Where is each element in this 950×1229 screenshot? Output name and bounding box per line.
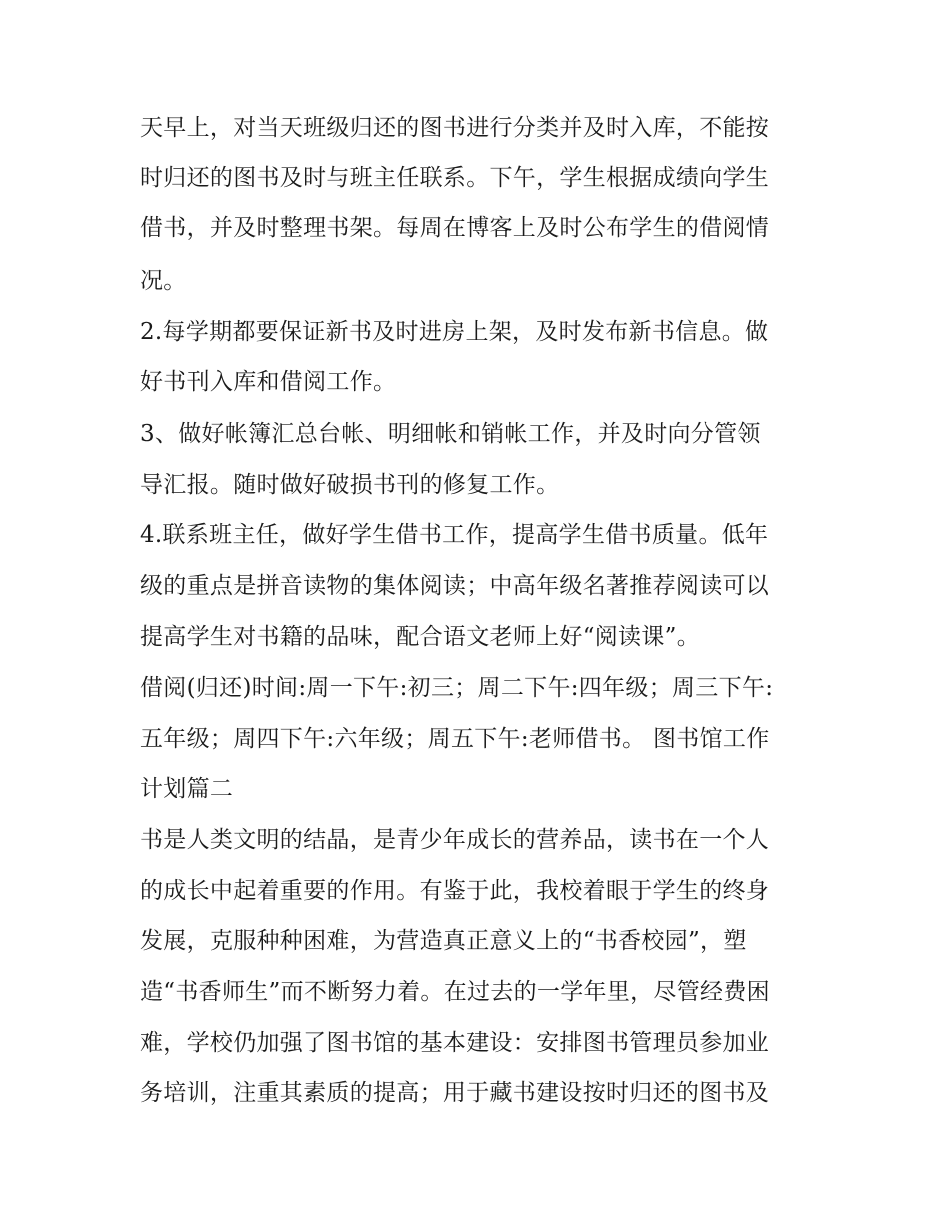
text-line: 务培训，注重其素质的提高；用于藏书建设按时归还的图书及 [140, 1080, 770, 1106]
text-line: 提高学生对书籍的品味，配合语文老师上好“阅读课”。 [140, 624, 701, 650]
text-line: 五年级；周四下午:六年级；周五下午:老师借书。 图书馆工作 [140, 726, 770, 752]
text-line: 发展，克服种种困难，为营造真正意义上的“书香校园”，塑 [140, 928, 747, 954]
text-line: 级的重点是拼音读物的集体阅读；中高年级名著推荐阅读可以 [140, 573, 770, 599]
text-line: 书是人类文明的结晶，是青少年成长的营养品，读书在一个人 [140, 827, 770, 853]
text-line: 的成长中起着重要的作用。有鉴于此，我校着眼于学生的终身 [140, 878, 770, 904]
text-line: 计划篇二 [140, 776, 234, 802]
text-line: 难，学校仍加强了图书馆的基本建设：安排图书管理员参加业 [140, 1030, 770, 1056]
text-line: 天早上，对当天班级归还的图书进行分类并及时入库，不能按 [140, 115, 770, 141]
text-line: 借书，并及时整理书架。每周在博客上及时公布学生的借阅情 [140, 215, 770, 241]
text-line: 3、做好帐簿汇总台帐、明细帐和销帐工作，并及时向分管领 [140, 421, 761, 447]
text-line: 4.联系班主任，做好学生借书工作，提高学生借书质量。低年 [140, 522, 769, 548]
text-line: 时归还的图书及时与班主任联系。下午，学生根据成绩向学生 [140, 165, 770, 191]
text-line: 况。 [140, 268, 187, 294]
text-line: 好书刊入库和借阅工作。 [140, 369, 397, 395]
text-line: 2.每学期都要保证新书及时进房上架，及时发布新书信息。做 [140, 319, 769, 345]
text-line: 造“书香师生”而不断努力着。在过去的一学年里，尽管经费困 [140, 979, 770, 1005]
text-line: 借阅(归还)时间:周一下午:初三；周二下午:四年级；周三下午: [140, 675, 774, 701]
text-line: 导汇报。随时做好破损书刊的修复工作。 [140, 472, 560, 498]
